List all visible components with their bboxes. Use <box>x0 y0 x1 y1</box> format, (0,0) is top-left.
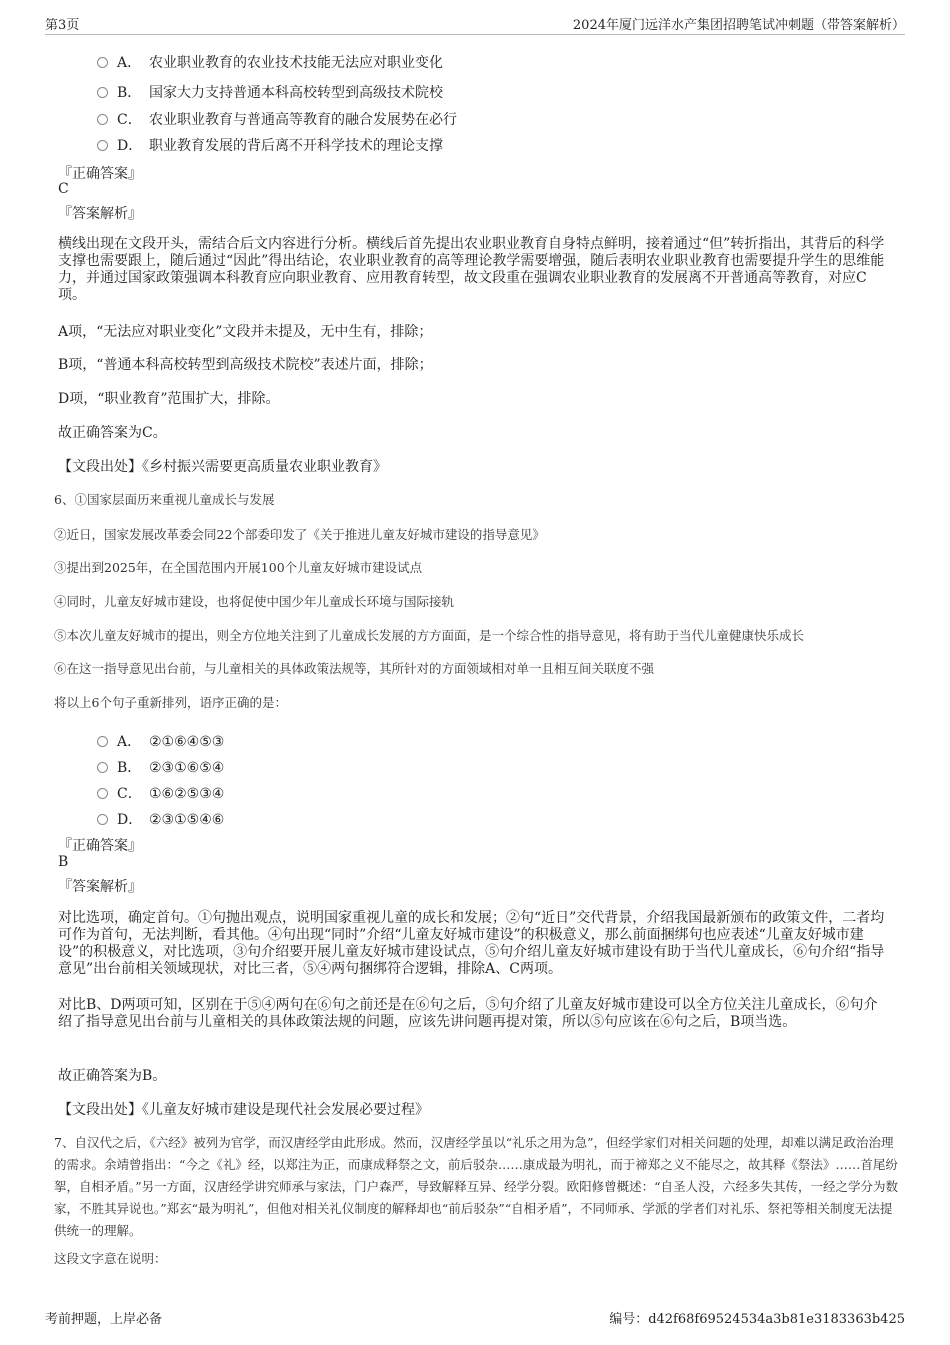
q5-analysis-main: 横线出现在文段开头，需结合后文内容进行分析。横线后首先提出农业职业教育自身特点鲜明，接着通过“但”转折指出，其背后的科学支撑也需要跟上，随后通过“因此”得出结论，农业职业教育的高等理论教学需要增强，随后表明农业职业教育也需要提升学生的思维能力，并通过国家政策强调本科教育应向职业教育、应用教育转型，故文段重在强调农业职业教育的发展离不开普通高等教育，对应C项。 <box>58 236 885 303</box>
q5-analysis-d: D项，“职业教育”范围扩大，排除。 <box>58 391 280 407</box>
q5-answer-label: 『正确答案』 <box>58 166 142 182</box>
q6-question: 将以上6个句子重新排列，语序正确的是： <box>54 695 287 710</box>
q6-answer: B <box>58 854 69 870</box>
radio-icon[interactable] <box>97 87 108 98</box>
q5-option-c[interactable]: C． 农业职业教育与普通高等教育的融合发展势在必行 <box>97 109 457 129</box>
footer-slogan: 考前押题，上岸必备 <box>45 1312 163 1327</box>
q5-option-d[interactable]: D． 职业教育发展的背后离不开科学技术的理论支撑 <box>97 135 443 155</box>
q6-option-b[interactable]: B． ②③①⑥⑤④ <box>97 757 224 777</box>
q6-sentence-6: ⑥在这一指导意见出台前，与儿童相关的具体政策法规等，其所针对的方面领域相对单一且相互间关联度不强 <box>54 661 655 676</box>
q7-question: 这段文字意在说明： <box>54 1251 167 1266</box>
q6-source: 【文段出处】《儿童友好城市建设是现代社会发展必要过程》 <box>58 1102 429 1118</box>
radio-icon[interactable] <box>97 114 108 125</box>
q6-option-d[interactable]: D． ②③①⑤④⑥ <box>97 809 224 829</box>
q5-analysis-b: B项，“普通本科高校转型到高级技术院校”表述片面，排除； <box>58 357 433 373</box>
q6-answer-label: 『正确答案』 <box>58 838 142 854</box>
q6-sentence-1: 6、①国家层面历来重视儿童成长与发展 <box>54 492 275 507</box>
q5-source: 【文段出处】《乡村振兴需要更高质量农业职业教育》 <box>58 459 387 475</box>
page-number: 第3页 <box>45 18 80 33</box>
page-header <box>45 12 905 35</box>
q5-analysis-label: 『答案解析』 <box>58 206 142 222</box>
radio-icon[interactable] <box>97 814 108 825</box>
q5-option-a[interactable]: A． 农业职业教育的农业技术技能无法应对职业变化 <box>97 52 443 72</box>
q6-sentence-4: ④同时，儿童友好城市建设，也将促使中国少年儿童成长环境与国际接轨 <box>54 594 455 609</box>
q6-analysis-compare: 对比B、D两项可知，区别在于⑤④两句在⑥句之前还是在⑥句之后，⑤句介绍了儿童友好城市建设可以全方位关注儿童成长，⑥句介绍了指导意见出台前与儿童相关的具体政策法规的问题，应该先讲问题再提对策，所以⑤句应该在⑥句之后，B项当选。 <box>58 997 878 1030</box>
q5-analysis-conclusion: 故正确答案为C。 <box>58 425 167 441</box>
q6-sentence-5: ⑤本次儿童友好城市的提出，则全方位地关注到了儿童成长发展的方方面面，是一个综合性的指导意见，将有助于当代儿童健康快乐成长 <box>54 628 805 643</box>
q6-analysis-main: 对比选项，确定首句。①句抛出观点，说明国家重视儿童的成长和发展；②句“近日”交代背景，介绍我国最新颁布的政策文件，二者均可作为首句，无法判断，看其他。④句出现“同时”介绍“儿童友好城市建设”的积极意义，那么前面捆绑句也应表述“儿童友好城市建设”的积极意义，对比选项，③句介绍要开展儿童友好城市建设试点，⑤句介绍儿童友好城市建设有助于当代儿童成长，⑥句介绍“指导意见”出台前相关领域现状，对比三者，⑤④两句捆绑符合逻辑，排除A、C两项。 <box>58 910 885 977</box>
q7-passage: 7、自汉代之后，《六经》被列为官学，而汉唐经学由此形成。然而，汉唐经学虽以“礼乐之用为急”，但经学家们对相关问题的处理，却难以满足政治治理的需求。余靖曾指出：“今之《礼》经，以郑注为正，而康成释祭之文，前后驳杂……康成最为明礼，而于禘郑之义不能尽之，故其释《祭法》……首尾纷挐，自相矛盾。”另一方面，汉唐经学讲究师承与家法，门户森严，导致解释互异、经学分裂。欧阳修曾概述：“自圣人没，六经多失其传，一经之学分为数家，不胜其异说也。”郑玄“最为明礼”，但他对相关礼仪制度的解释却也“前后驳杂”“自相矛盾”，不同师承、学派的学者们对礼乐、祭祀等相关制度无法提供统一的理解。 <box>54 1135 899 1238</box>
q6-sentence-3: ③提出到2025年，在全国范围内开展100个儿童友好城市建设试点 <box>54 560 423 575</box>
q6-analysis-label: 『答案解析』 <box>58 879 142 895</box>
q6-analysis-conclusion: 故正确答案为B。 <box>58 1068 167 1084</box>
radio-icon[interactable] <box>97 762 108 773</box>
radio-icon[interactable] <box>97 140 108 151</box>
q6-option-c[interactable]: C． ①⑥②⑤③④ <box>97 783 224 803</box>
q5-analysis-a: A项，“无法应对职业变化”文段并未提及，无中生有，排除； <box>58 324 433 340</box>
document-title: 2024年厦门远洋水产集团招聘笔试冲刺题（带答案解析） <box>572 18 905 33</box>
radio-icon[interactable] <box>97 57 108 68</box>
document-id: 编号：d42f68f69524534a3b81e3183363b425 <box>609 1312 905 1327</box>
q5-answer: C <box>58 181 69 197</box>
q6-sentence-2: ②近日，国家发展改革委会同22个部委印发了《关于推进儿童友好城市建设的指导意见》 <box>54 527 545 542</box>
radio-icon[interactable] <box>97 788 108 799</box>
q5-option-b[interactable]: B． 国家大力支持普通本科高校转型到高级技术院校 <box>97 82 443 102</box>
q6-option-a[interactable]: A． ②①⑥④⑤③ <box>97 731 224 751</box>
radio-icon[interactable] <box>97 736 108 747</box>
